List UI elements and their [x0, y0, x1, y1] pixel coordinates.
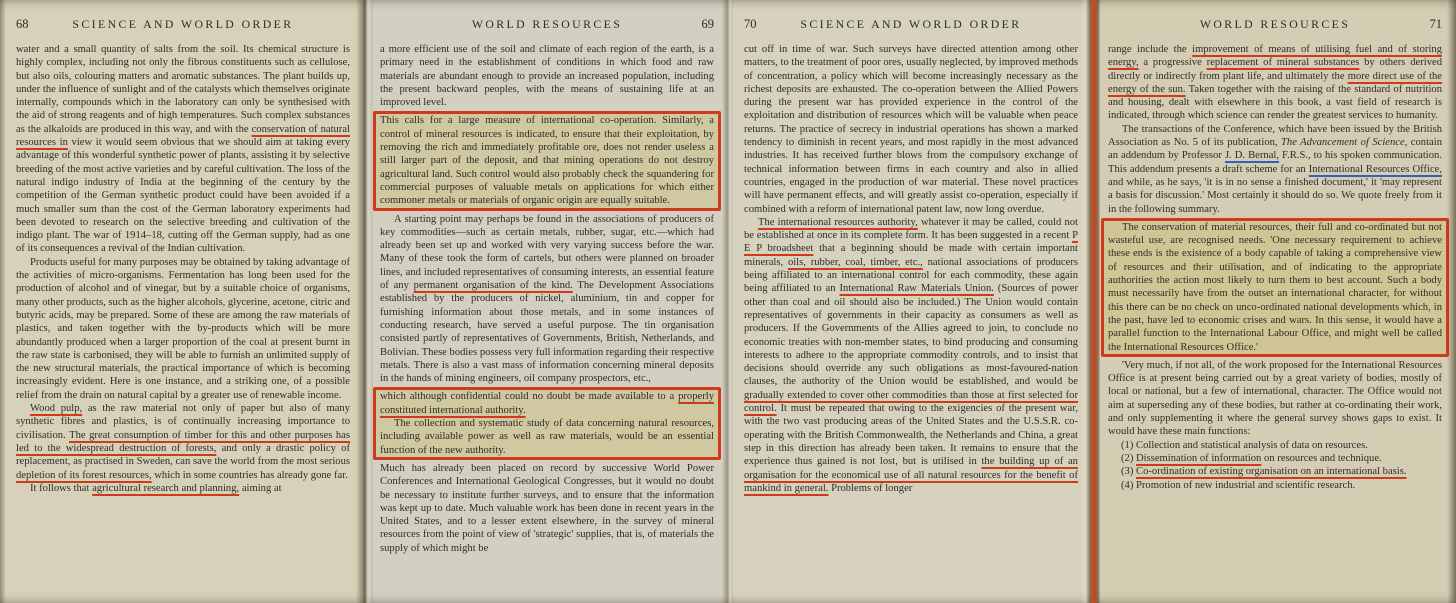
body-text: A starting point may perhaps be found in the associations of producers of key commodities—such as certain metals, rubber, sugar, etc.—which had already been set up and worked with very varying success before the war. Many of these took the form of cartels, but others were planned on broader lines, and included representatives of consuming interests, an essential feature of any	[380, 213, 714, 292]
body-text: It must be repeated that owing to the exigencies of the present war, with the two vast producing areas of the United States and the U.S.S.R. co-operating with the British Commonwealth, the Netherlands and China, a great step in this direction has already been taken. It remains to ensure that the experience thus gained is not lost, but is utilised in	[744, 403, 1078, 468]
red-underline-annotation: agricultural research and planning,	[92, 482, 240, 494]
paragraph	[16, 482, 350, 495]
paragraph	[380, 114, 714, 207]
red-underline-annotation: P E P broadsheet	[744, 230, 1078, 255]
body-text: The transactions of the Conference, which have been issued by the British Association as No. 5 of its publication,	[1108, 123, 1442, 149]
body-text: This calls for a large measure of international co-operation. Similarly, a control of mineral resources is indicated, to ensure that their exploitation, by removing the rich and immediately profitable ore, does not render useless a still larger part of the deposit, and that mining operations do not destroy agricultural land. Such control would also probably check the squandering for commercial purposes of valuable metals on applications for which either commoner metals or materials of organic origin are equally suitable.	[380, 115, 714, 207]
red-underline-annotation: Co-ordination of existing organisation on an international basis.	[1136, 466, 1407, 478]
red-underline-annotation: the building up of an organisation for the economical use of all natural resources for the benefit of mankind in general.	[744, 456, 1078, 494]
body-text: and only a drastic policy of replacement, as practised in Sweden, can save the world from the most serious	[16, 442, 350, 468]
red-underline-annotation: Wood pulp,	[30, 403, 83, 415]
page-header	[380, 17, 714, 32]
red-underline-annotation: depletion of its forest resources,	[16, 469, 152, 481]
body-text: It follows that	[30, 482, 93, 494]
annotation-box	[1101, 218, 1449, 357]
body-text: contain an addendum by Professor	[1108, 137, 1442, 162]
body-text: The Development Associations established by the producers of nickel, aluminium, tin and copper for furnishing information about those metals, and in some instances of conducting research, have served a useful purpose. The tin organisation consisted partly of representatives of Governments, British, Netherlands, and Bolivian. These bodies possess very full information regarding their respective metals. There is also a vast mass of information concerning mineral deposits in the hands of mining engineers, oil company prospectors, etc.,	[380, 280, 715, 385]
body-text: that a beginning should be made with certain important minerals,	[744, 243, 1078, 268]
list-item	[1108, 465, 1442, 478]
red-underline-annotation: The great consumption of timber for this and other purposes has led to the widespread destruction of forests,	[16, 429, 350, 454]
body-text: Taken together with the raising of the standard of nutrition and housing, dealt with elsewhere in this book, a vast field of research is indicated, through which science can render the greatest services to humanity.	[1108, 83, 1443, 122]
red-underline-annotation: properly constituted international authority.	[380, 391, 714, 416]
page-header	[1108, 17, 1442, 32]
page-header	[16, 17, 350, 32]
body-text: (Sources of power other than coal and oil should also be included.) The Union would contain representatives of governments in their capacity as consumers as well as producers. If the Governments of the Allies agreed to join, to conclude no economic treaties with non-member states, to bind producing and consuming interests to adhere to the appropriate commodity controls, and to insist that decisions should override any such obligations as most-favoured-nation clauses, the authority of the Union would be established, and would be	[744, 283, 1078, 388]
page-header	[744, 17, 1078, 32]
body-text: aiming at	[239, 482, 282, 494]
page-number: 71	[1429, 17, 1442, 31]
running-head: SCIENCE AND WORLD ORDER	[72, 17, 294, 31]
body-text: national associations of producers being affiliated to an international control for each commodity, these again being affiliated to an	[744, 256, 1078, 295]
body-text: Problems of longer	[828, 482, 913, 494]
body-text: water and a small quantity of salts from the soil. Its chemical structure is highly complex, including not only the fibrous constituents such as cellulose, but also oils, colouring matters and aromatic substances. The plant builds up, under the influence of sunlight and of the catalysts which themselves originate internally, compounds which in the laboratory can only be synthesised with the aid of strong reagents and of high temperatures. Such complex substances as the alkaloids are produced in this way, and with the	[16, 44, 350, 135]
running-head: WORLD RESOURCES	[1199, 17, 1351, 31]
running-head: WORLD RESOURCES	[471, 17, 623, 31]
paragraph	[744, 43, 1078, 216]
paragraph	[380, 213, 714, 386]
body-text: whatever it may be called, could not be established at once in its complete form. It has been suggested in a recent	[744, 216, 1078, 242]
red-underline-annotation: oils, rubber, coal, timber, etc.,	[787, 256, 923, 268]
red-underline-annotation: conservation of natural resources in	[16, 123, 350, 149]
paragraph	[16, 402, 350, 482]
paragraph	[380, 390, 714, 417]
body-text: cut off in time of war. Such surveys have directed attention among other matters, to the treatment of poor ores, usually neglected, by improved methods of concentration, a policy which will become increasingly necessary as the richest deposits are exhausted. The co-operation between the Allied Powers during the present war has provided experience in the control of the exploitation and distribution of resources which will be valuable when peace returns. The practice of secrecy in industrial operations has shown a marked tendency to diminish in recent years, and most rapidly in the most advanced industries. It has received further blows from the compulsory exchange of technical information between firms in each country and also in allied countries, engaged in the production of war material. These novel practices will have permanent effects, and will greatly assist co-operation, especially if combined with a reform of international patent law, now long overdue.	[744, 44, 1078, 215]
red-underline-annotation: improvement of means of utilising fuel and of storing energy,	[1108, 44, 1442, 69]
list-marker: (2)	[1121, 452, 1137, 464]
blue-underline-annotation: J. D. Bernal,	[1224, 150, 1279, 162]
annotation-box	[373, 387, 721, 459]
body-text: F.R.S., to his spoken communication. This addendum presents a draft scheme for an	[1108, 150, 1442, 175]
paragraph	[744, 216, 1078, 495]
red-underline-annotation: Dissemination of information	[1136, 452, 1262, 464]
paragraph	[1108, 43, 1442, 123]
red-underline-annotation: more direct use of the energy of the sun.	[1108, 70, 1443, 95]
list-marker: (3)	[1121, 466, 1137, 478]
body-text: Products useful for many purposes may be obtained by taking advantage of the activities of micro-organisms. Fermentation has long been used for the production of alcohol and of vinegar, but by a suitable choice of organisms, many other products, such as the higher alcohols, glycerine, acetone, citric and butyric acids, may be prepared. Some of these are among the raw materials of plastics, and taken together with the by-products which will be more abundantly produced when a larger proportion of the coal at present burnt in the raw state is carbonised, they will be able to furnish an unlimited supply of the new structural materials, the practical importance of which is becoming increasingly evident. Here is one instance, and a striking one, of a possible relief from the drain on natural capital by a greater use of renewable income.	[16, 256, 350, 401]
italic-text: The Advancement of Science,	[1281, 137, 1408, 149]
paragraph	[380, 43, 714, 109]
list-item	[1108, 479, 1442, 492]
paragraph	[16, 256, 350, 402]
red-underline-annotation: replacement of mineral substances	[1206, 57, 1360, 69]
body-text: 'Very much, if not all, of the work proposed for the International Resources Office is at present being carried out by a great variety of bodies, mostly of local or national, but a few of international, character. The Office would not aim at superseding any of these bodies, but rather at co-ordinating their work, and only supplementing it where the general survey shows gaps to exist. It would have these main functions:	[1108, 359, 1442, 438]
body-text: Much has already been placed on record by successive World Power Conferences and International Geological Congresses, but it would no doubt be necessary to institute further surveys, and to ensure that the information was kept up to date. Much valuable work has been done in recent years in the United States, and to a lesser extent elsewhere, in the survey of mineral resources from the point of view of 'strategic' supplies, that is, of materials the supply of which might be	[380, 462, 714, 554]
running-head: SCIENCE AND WORLD ORDER	[800, 17, 1022, 31]
book-page-71	[1092, 0, 1456, 603]
paragraph	[1108, 359, 1442, 439]
page-number: 70	[744, 17, 757, 31]
body-text: as the raw material not only of paper but also of many synthetic fibres and plastics, is of continually increasing importance to civilisation.	[16, 403, 350, 441]
body-text: Promotion of new industrial and scientific research.	[1136, 479, 1356, 491]
body-text: Collection and statistical analysis of data on resources.	[1136, 439, 1368, 451]
body-text: and while, as he says, 'it is in no sense a finished document,' it 'may represent a basis for discussion.' Most certainly it should do so. We quote freely from it in the following summary.	[1108, 176, 1442, 215]
book-page-68	[0, 0, 364, 603]
body-text: range include the	[1108, 44, 1193, 55]
red-underline-annotation: gradually extended to cover other commodities than those at first selected for control.	[744, 389, 1078, 415]
body-text: The collection and systematic study of data concerning natural resources, including available power as well as raw materials, would be an essential function of the new authority.	[380, 418, 714, 456]
annotation-box	[373, 111, 721, 210]
body-text: view it would seem obvious that we should aim at taking every advantage of this wonderful synthetic power of plants, assisting it by selective breeding of the most active varieties and by careful cultivation. The loss of the natural indigo industry of India at the beginning of the century by the competition of the German synthetic product could have been avoided if a much smaller sum than the cost of the German laboratory experiments had been devoted to research on the selective breeding and cultivation of the indigo plant. The war of 1914–18, cutting off the German supply, had as one of its consequences a revival of the Indian cultivation.	[16, 137, 350, 255]
paragraph	[1108, 123, 1442, 216]
body-text: which in some countries has already gone far.	[151, 469, 348, 481]
body-text: The conservation of material resources, their full and co-ordinated but not wasteful use, are recognised needs. 'One necessary requirement to achieve these ends is the existence of a body capable of taking a comprehensive view of resources and their utilisation, and of indicating to the appropriate authorities the action most likely to turn them to best account. Such a body must necessarily have from the outset an international character, for without this there can be no check on unco-ordinated national developments which, in the past, have led to economic crises and wars. In this sense, it would have a parallel function to the International Labour Office, and might well be called the International Resources Office.'	[1108, 221, 1442, 353]
body-text: which although confidential could no doubt be made available to a	[380, 391, 679, 403]
list-item	[1108, 452, 1442, 465]
body-text: by others derived directly or indirectly from plant life, and ultimately the	[1108, 57, 1442, 82]
body-text: a progressive	[1138, 57, 1207, 69]
list-marker: (1)	[1121, 439, 1137, 451]
paragraph	[16, 43, 350, 256]
red-underline-annotation: The international resources authority,	[758, 216, 918, 228]
red-underline-annotation: International Raw Materials Union.	[839, 283, 994, 295]
paragraph	[380, 417, 714, 457]
red-underline-annotation: permanent organisation of the kind.	[413, 280, 573, 292]
list-marker: (4)	[1121, 479, 1137, 491]
blue-underline-annotation: International Resources Office,	[1308, 163, 1443, 175]
page-number: 68	[16, 17, 29, 31]
book-page-69	[364, 0, 728, 603]
paragraph	[380, 462, 714, 555]
body-text: a more efficient use of the soil and climate of each region of the earth, is a primary need in the establishment of conditions in which food and raw materials are abundant enough to provide an increased population, including the present backward peoples, with the means of sustaining life at an improved level.	[380, 44, 714, 109]
page-number: 69	[701, 17, 714, 31]
list-item	[1108, 439, 1442, 452]
body-text: on resources and technique.	[1261, 452, 1382, 464]
book-page-70	[728, 0, 1092, 603]
paragraph	[1108, 221, 1442, 354]
